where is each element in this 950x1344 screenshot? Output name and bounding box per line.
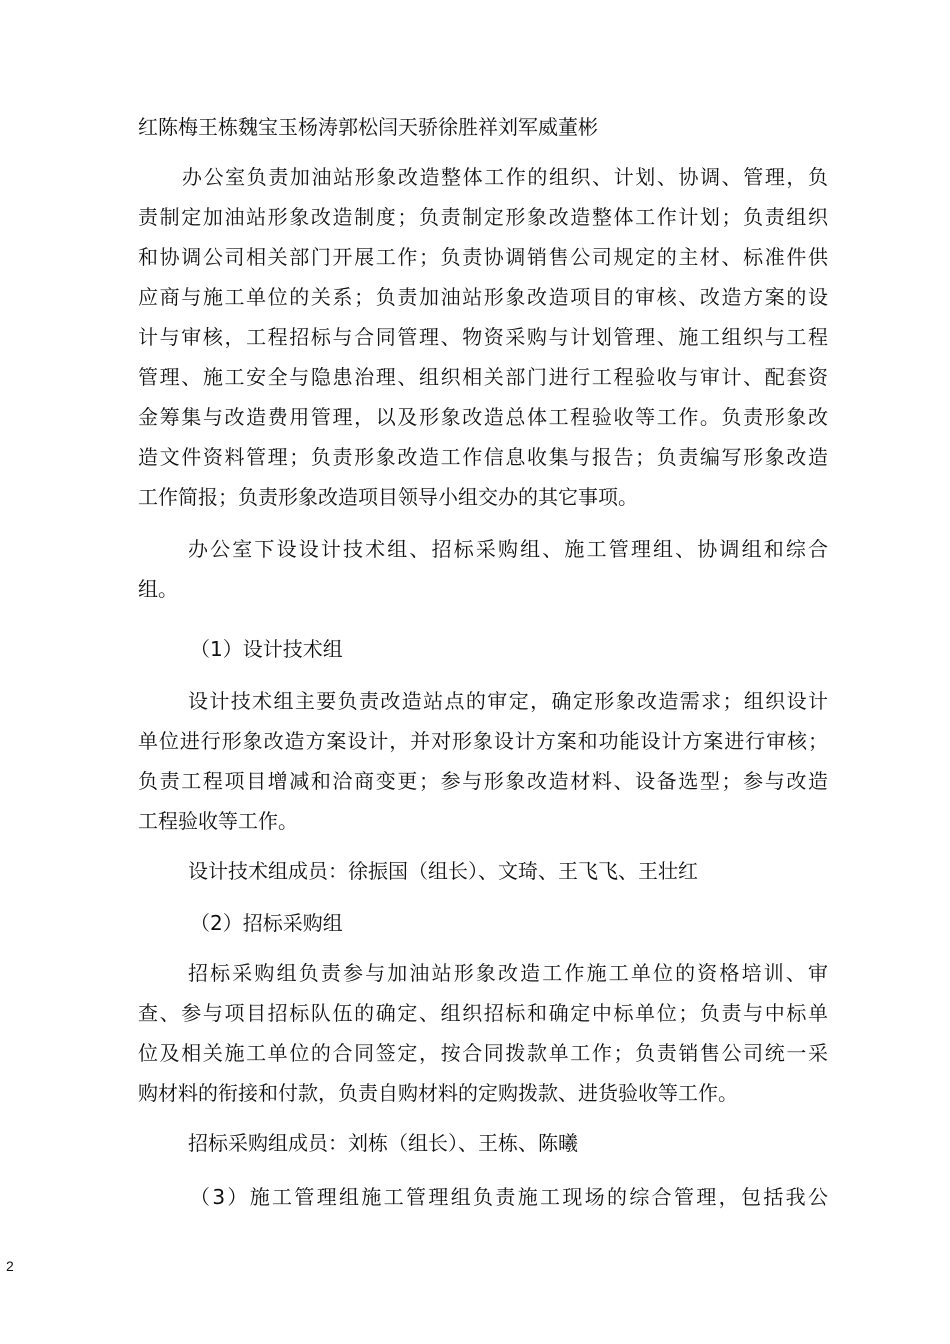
procurement-group-heading: （2）招标采购组 <box>190 911 343 935</box>
design-group-members: 设计技术组成员：徐振国（组长）、文琦、王飞飞、王壮红 <box>188 859 698 883</box>
procurement-duties-line-1: 招标采购组负责参与加油站形象改造工作施工单位的资格培训、审 <box>188 961 828 985</box>
design-duties-line-3: 负责工程项目增减和洽商变更；参与形象改造材料、设备选型；参与改造 <box>138 769 828 793</box>
office-duties-line-2: 责制定加油站形象改造制度；负责制定形象改造整体工作计划；负责组织 <box>138 205 828 229</box>
office-duties-line-1: 办公室负责加油站形象改造整体工作的组织、计划、协调、管理，负 <box>182 165 828 189</box>
design-duties-line-1: 设计技术组主要负责改造站点的审定，确定形象改造需求；组织设计 <box>188 689 828 713</box>
office-duties-line-3: 和协调公司相关部门开展工作；负责协调销售公司规定的主材、标准件供 <box>138 245 828 269</box>
office-duties-line-4: 应商与施工单位的关系；负责加油站形象改造项目的审核、改造方案的设 <box>138 285 828 309</box>
office-duties-line-5: 计与审核，工程招标与合同管理、物资采购与计划管理、施工组织与工程 <box>138 325 828 349</box>
procurement-duties-line-4: 购材料的衔接和付款，负责自购材料的定购拨款、进货验收等工作。 <box>138 1081 738 1105</box>
procurement-group-members: 招标采购组成员：刘栋（组长）、王栋、陈曦 <box>188 1131 578 1155</box>
office-duties-line-6: 管理、施工安全与隐患治理、组织相关部门进行工程验收与审计、配套资 <box>138 365 828 389</box>
procurement-duties-line-3: 位及相关施工单位的合同签定，按合同拨款单工作；负责销售公司统一采 <box>138 1041 828 1065</box>
design-duties-line-2: 单位进行形象改造方案设计，并对形象设计方案和功能设计方案进行审核； <box>138 729 828 753</box>
procurement-duties-line-2: 查、参与项目招标队伍的确定、组织招标和确定中标单位；负责与中标单 <box>138 1001 828 1025</box>
page-number: 2 <box>6 1258 14 1274</box>
office-duties-line-9: 工作简报；负责形象改造项目领导小组交办的其它事项。 <box>138 485 638 509</box>
office-duties-line-8: 造文件资料管理；负责形象改造工作信息收集与报告；负责编写形象改造 <box>138 445 828 469</box>
office-duties-line-7: 金筹集与改造费用管理，以及形象改造总体工程验收等工作。负责形象改 <box>138 405 828 429</box>
office-groups-line-2: 组。 <box>138 577 178 601</box>
design-duties-line-4: 工程验收等工作。 <box>138 809 298 833</box>
names-line: 红陈梅王栋魏宝玉杨涛郭松闫天骄徐胜祥刘军威董彬 <box>138 115 598 139</box>
design-group-heading: （1）设计技术组 <box>190 637 343 661</box>
construction-group-heading: （3）施工管理组施工管理组负责施工现场的综合管理，包括我公 <box>190 1185 828 1209</box>
office-groups-line-1: 办公室下设设计技术组、招标采购组、施工管理组、协调组和综合 <box>188 537 828 561</box>
